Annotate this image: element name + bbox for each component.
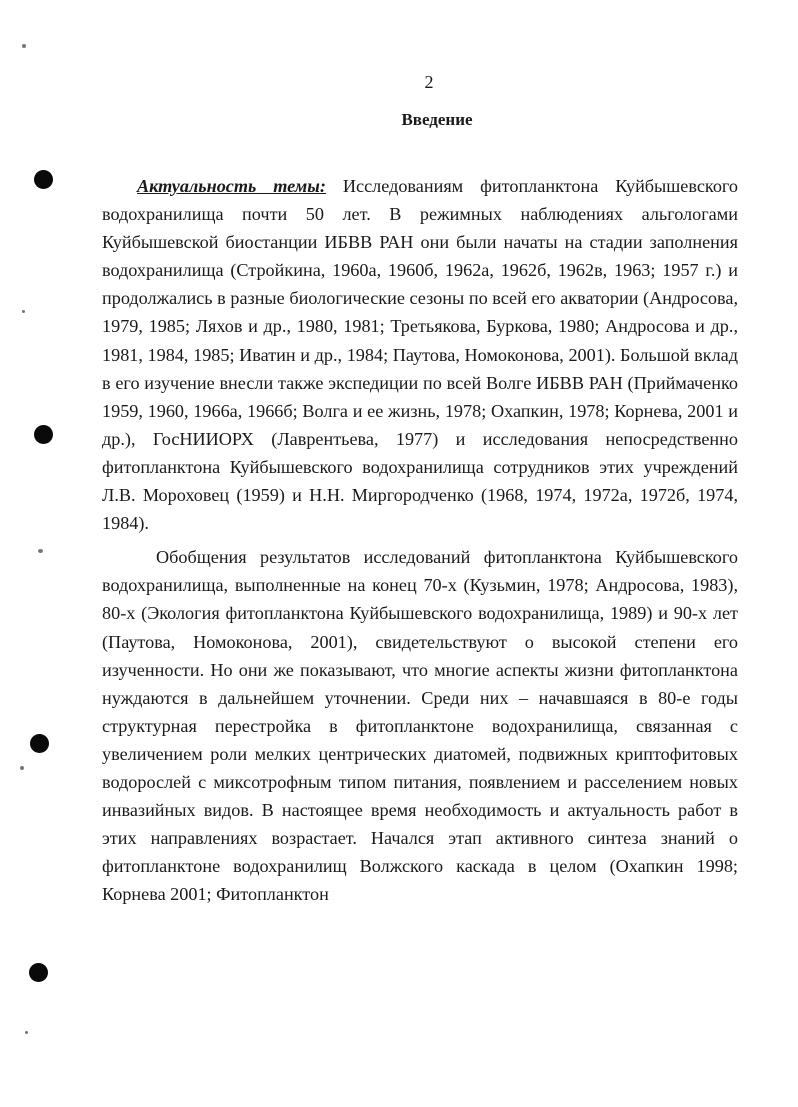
relevance-label: Актуальность темы: <box>137 176 326 196</box>
paragraph-relevance <box>102 172 738 537</box>
punch-hole <box>30 734 49 753</box>
scan-speck <box>20 766 24 770</box>
scan-speck <box>22 310 25 313</box>
punch-hole <box>29 963 48 982</box>
scan-speck <box>22 44 26 48</box>
paragraph-2-text: Обобщения результатов исследований фитопланктона Куйбышевского водохранилища, выполненные на конец 70-х (Кузьмин, 1978; Андросова, 1983), 80-х (Экология фитопланктона Куйбышевского водохранилища, 1989) и 90-х лет (Паутова, Номоконова, 2001), свидетельствуют о высокой степени его изученности. Но они же показывают, что многие аспекты жизни фитопланктона нуждаются в дальнейшем уточнении. Среди них – начавшаяся в 80-е годы структурная перестройка в фитопланктоне водохранилища, связанная с увеличением роли мелких центрических диатомей, подвижных криптофитовых водорослей с миксотрофным типом питания, появлением и расселением новых инвазийных видов. В настоящее время необходимость и актуальность работ в этих направлениях возрастает. Начался этап активного синтеза знаний о фитопланктоне водохранилищ Волжского каскада в целом (Охапкин 1998; Корнева 2001; Фитопланктон <box>102 547 738 905</box>
paragraph-1-text: Исследованиям фитопланктона Куйбышевского водохранилища почти 50 лет. В режимных наблюдениях альгологами Куйбышевской биостанции ИБВВ РАН они были начаты на стадии заполнения водохранилища (Стройкина, 1960а, 1960б, 1962а, 1962б, 1962в, 1963; 1957 г.) и продолжались в разные биологические сезоны по всей его акватории (Андросова, 1979, 1985; Ляхов и др., 1980, 1981; Третьякова, Буркова, 1980; Андросова и др., 1981, 1984, 1985; Иватин и др., 1984; Паутова, Номоконова, 2001). Большой вклад в его изучение внесли также экспедиции по всей Волге ИБВВ РАН (Приймаченко 1959, 1960, 1966а, 1966б; Волга и ее жизнь, 1978; Охапкин, 1978; Корнева, 2001 и др.), ГосНИИОРХ (Лаврентьева, 1977) и исследования непосредственно фитопланктона Куйбышевского водохранилища сотрудников этих учреждений Л.В. Мороховец (1959) и Н.Н. Миргородченко (1968, 1974, 1972а, 1972б, 1974, 1984). <box>102 176 739 534</box>
punch-hole <box>34 170 53 189</box>
punch-hole <box>34 425 53 444</box>
scan-speck <box>25 1031 28 1034</box>
paragraph-summary <box>102 543 738 908</box>
section-heading: Введение <box>401 110 473 129</box>
body-text <box>102 172 738 908</box>
scan-speck <box>38 549 43 553</box>
page-number: 2 <box>424 72 434 92</box>
